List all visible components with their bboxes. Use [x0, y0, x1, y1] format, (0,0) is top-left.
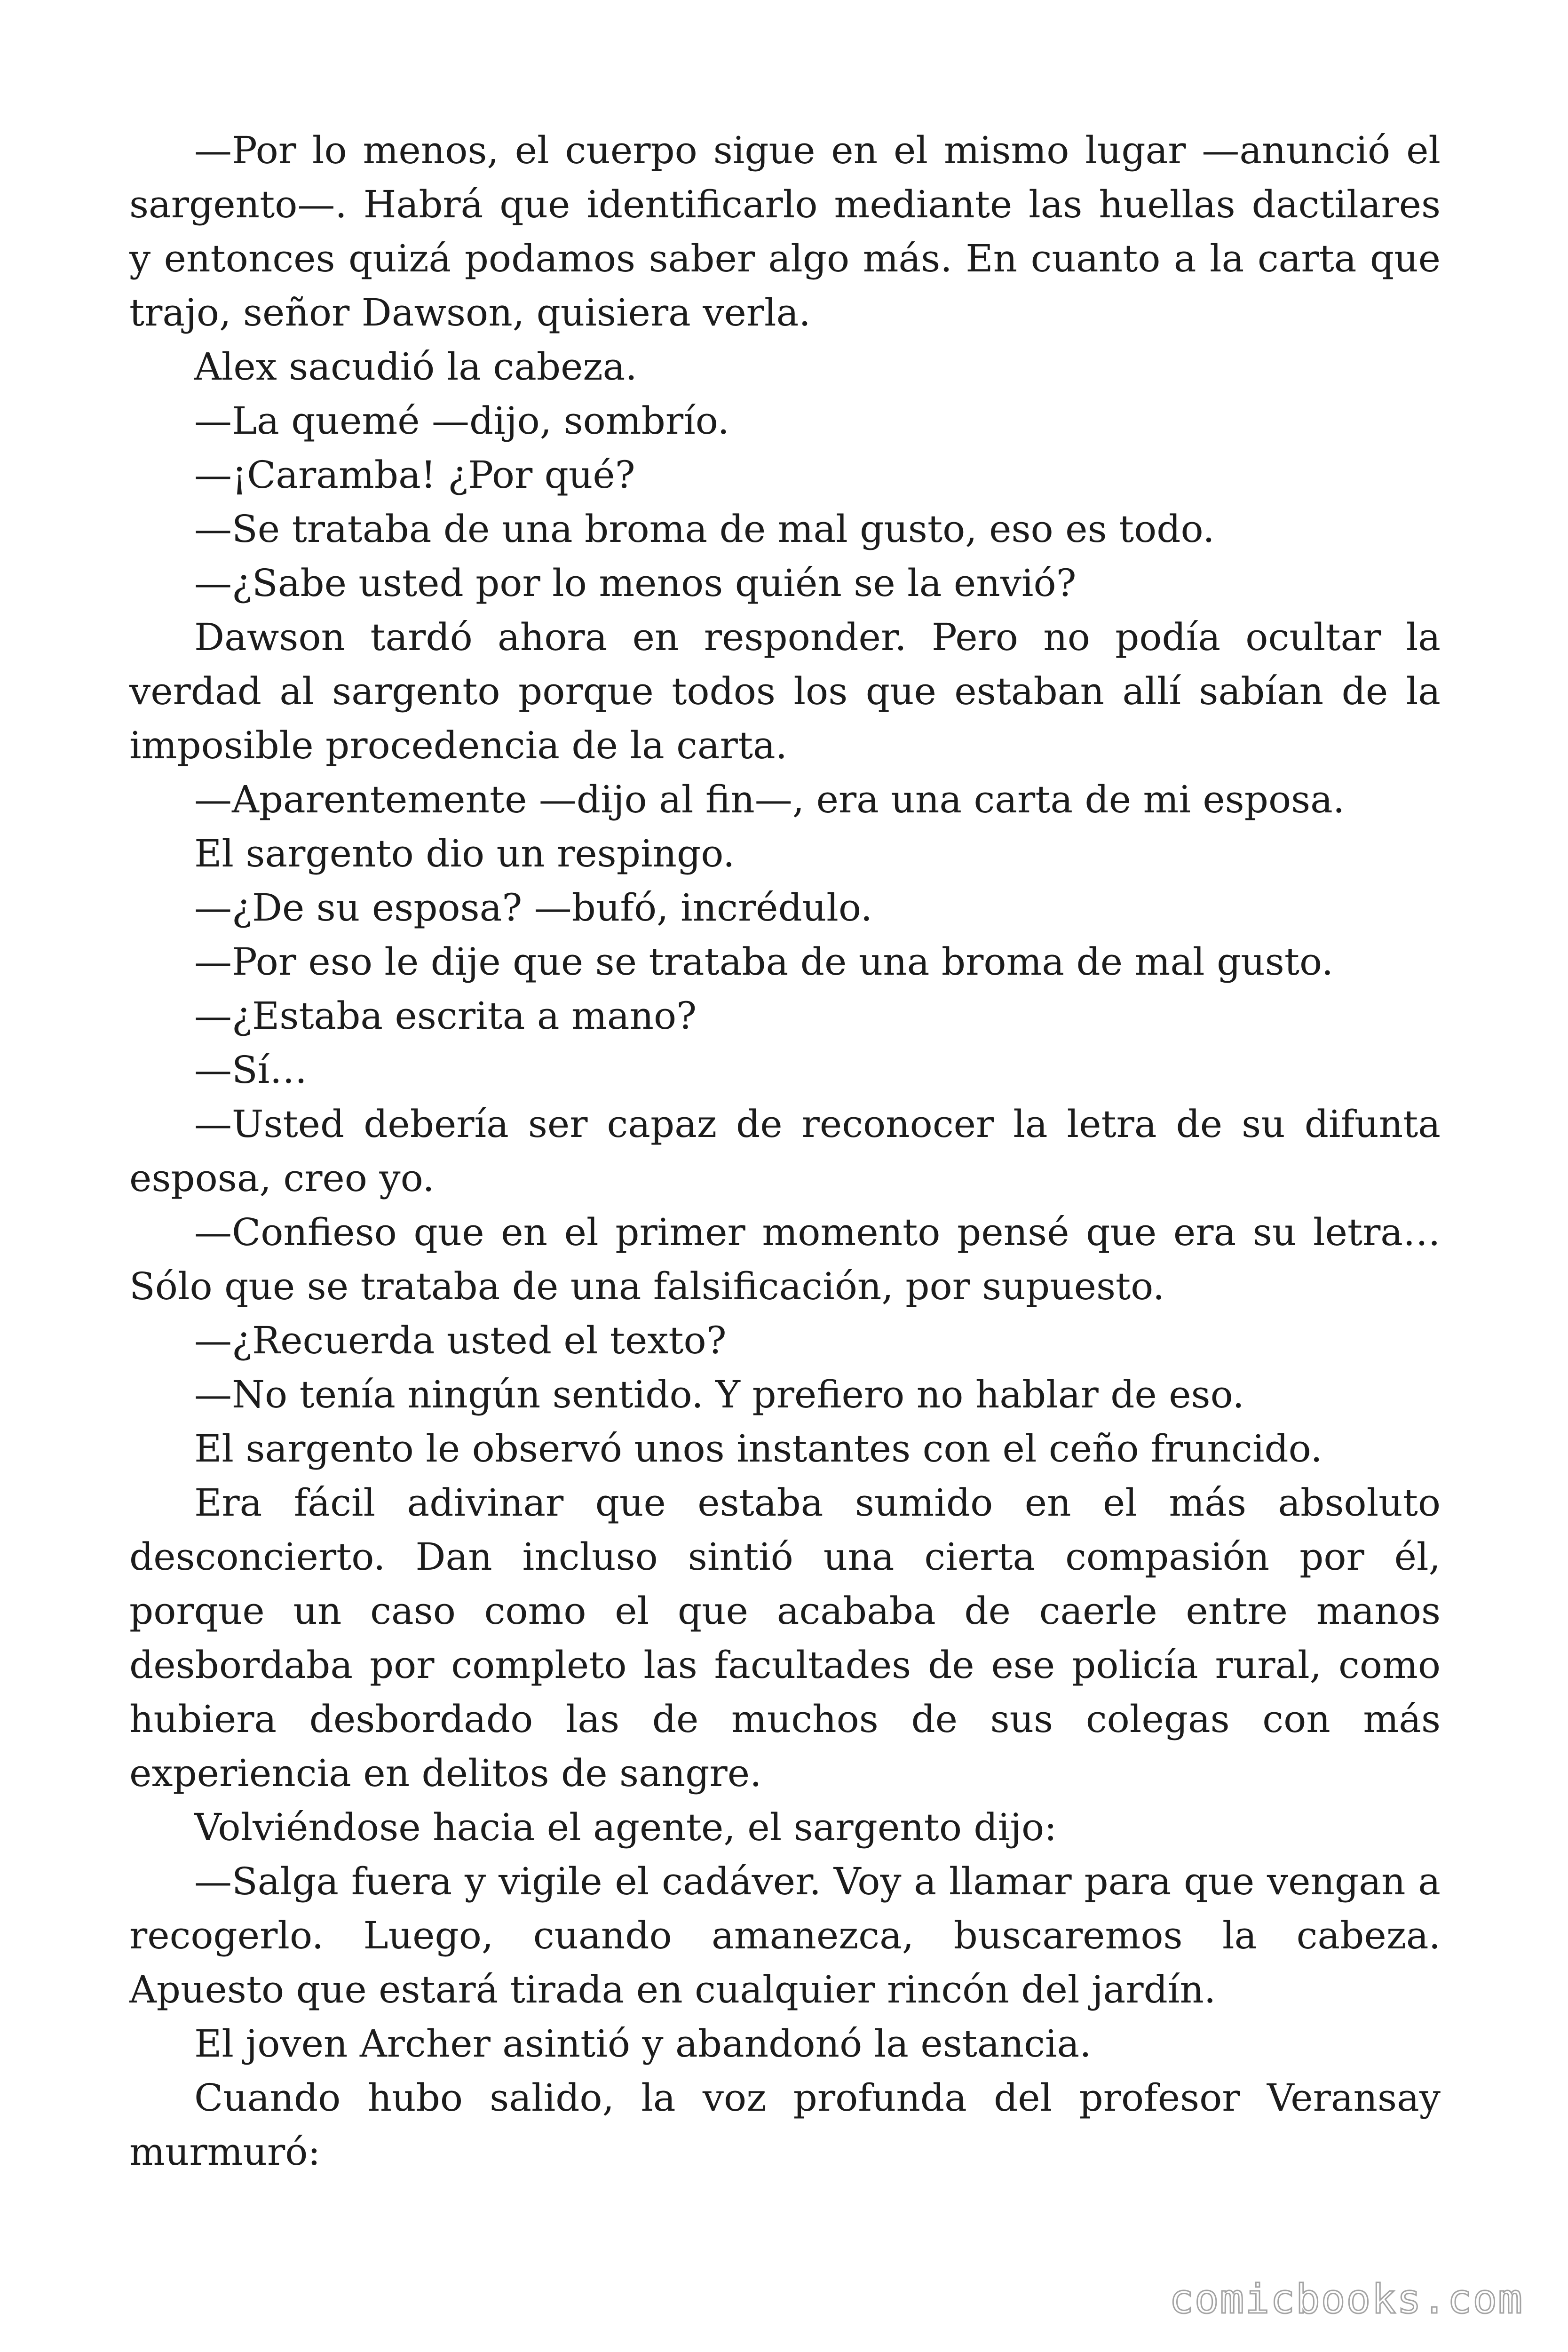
paragraph: —La quemé —dijo, sombrío. — [194, 399, 729, 443]
paragraph: —Sí… — [194, 1048, 308, 1092]
paragraph: —¡Caramba! ¿Por qué? — [194, 453, 635, 497]
paragraph: —¿Recuerda usted el texto? — [194, 1319, 727, 1362]
page-body-text — [129, 123, 1441, 2179]
paragraph: —No tenía ningún sentido. Y prefiero no hablar de eso. — [194, 1373, 1244, 1416]
paragraph: —Aparentemente —dijo al fin—, era una carta de mi esposa. — [194, 778, 1345, 821]
paragraph: —Por lo menos, el cuerpo sigue en el mismo lugar —anunció el sargento—. Habrá que identificarlo mediante las huellas dactilares y entonces quizá podamos saber algo más. En cuanto a la carta que trajo, señor Dawson, quisiera verla. — [129, 128, 1441, 334]
paragraph: —¿Estaba escrita a mano? — [194, 994, 697, 1038]
watermark: comicbooks.com — [1169, 2276, 1523, 2323]
paragraph: —Se trataba de una broma de mal gusto, eso es todo. — [194, 507, 1215, 551]
paragraph: Volviéndose hacia el agente, el sargento dijo: — [194, 1805, 1057, 1849]
paragraph: Alex sacudió la cabeza. — [194, 345, 637, 389]
paragraph: —Por eso le dije que se trataba de una broma de mal gusto. — [194, 940, 1334, 984]
paragraph: —Confieso que en el primer momento pensé que era su letra… Sólo que se trataba de una falsificación, por supuesto. — [129, 1210, 1441, 1308]
paragraph: —Usted debería ser capaz de reconocer la letra de su difunta esposa, creo yo. — [129, 1102, 1441, 1200]
paragraph: El sargento dio un respingo. — [194, 832, 735, 875]
paragraph: —¿Sabe usted por lo menos quién se la envió? — [194, 561, 1077, 605]
paragraph: Dawson tardó ahora en responder. Pero no podía ocultar la verdad al sargento porque todos los que estaban allí sabían de la imposible procedencia de la carta. — [129, 615, 1441, 767]
paragraph: El sargento le observó unos instantes con el ceño fruncido. — [194, 1427, 1323, 1470]
paragraph: Era fácil adivinar que estaba sumido en el más absoluto desconcierto. Dan incluso sintió una cierta compasión por él, porque un caso como el que acababa de caerle entre manos desbordaba por completo las facultades de ese policía rural, como hubiera desbordado las de muchos de sus colegas con más experiencia en delitos de sangre. — [129, 1481, 1441, 1795]
paragraph: —¿De su esposa? —bufó, incrédulo. — [194, 886, 873, 930]
paragraph: —Salga fuera y vigile el cadáver. Voy a llamar para que vengan a recogerlo. Luego, cuando amanezca, buscaremos la cabeza. Apuesto que estará tirada en cualquier rincón del jardín. — [129, 1859, 1441, 2011]
paragraph: Cuando hubo salido, la voz profunda del profesor Veransay murmuró: — [129, 2076, 1441, 2174]
paragraph: El joven Archer asintió y abandonó la estancia. — [194, 2022, 1092, 2066]
